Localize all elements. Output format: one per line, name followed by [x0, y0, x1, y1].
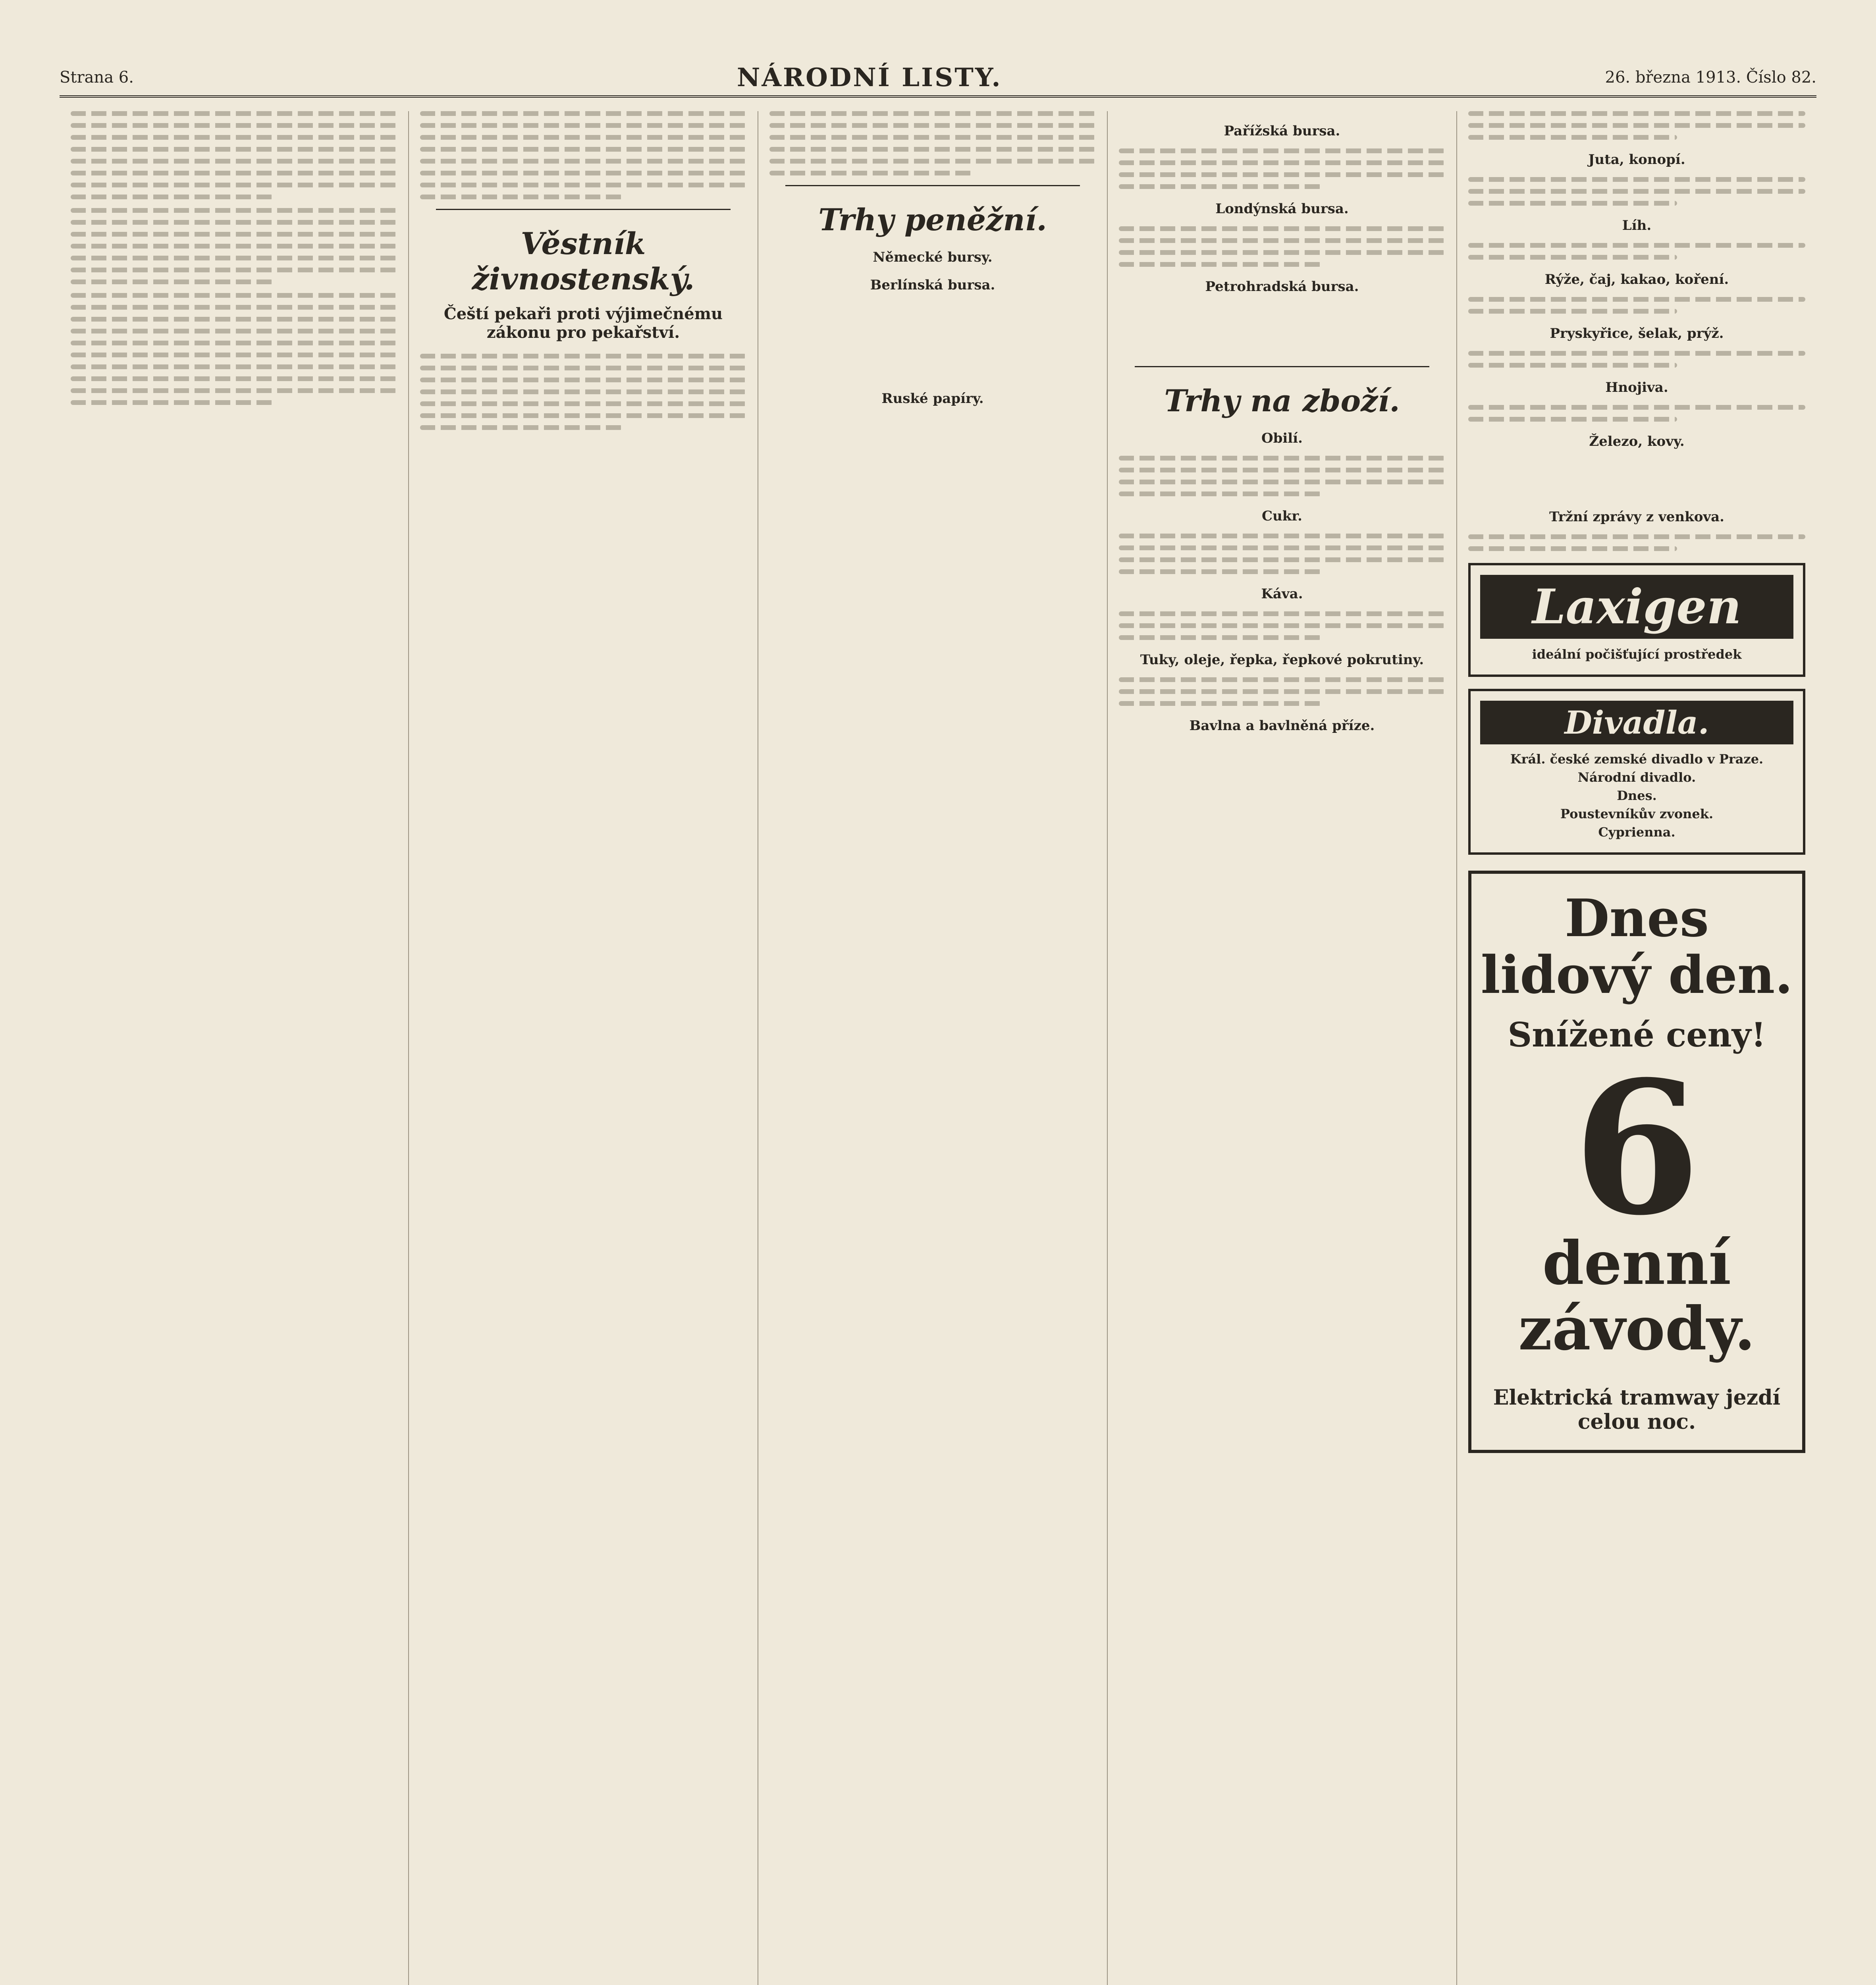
article-text — [420, 111, 746, 199]
ad-footer: Elektrická tramway jezdí celou noc. — [1493, 1386, 1781, 1434]
article-text — [71, 111, 397, 199]
article-text — [1119, 148, 1445, 189]
ad-subheadline: Snížené ceny! — [1508, 1015, 1766, 1054]
ad-headline: denní závody. — [1518, 1228, 1755, 1364]
article-text — [1468, 351, 1805, 368]
section-heading: Berlínská bursa. — [870, 277, 995, 293]
section-subheading: Čeští pekaři proti výjimečnému zákonu pro pekařství. — [443, 304, 723, 342]
section-heading: Bavlna a bavlněná příze. — [1189, 718, 1375, 734]
page-header — [60, 60, 1816, 98]
article-text — [420, 354, 746, 430]
stock-table — [769, 303, 1096, 379]
article-text — [1468, 405, 1805, 422]
section-heading: Petrohradská bursa. — [1205, 279, 1359, 295]
article-text — [1468, 243, 1805, 260]
column-4 — [1108, 111, 1457, 1985]
column-3 — [758, 111, 1108, 1985]
column-2 — [409, 111, 758, 1985]
ad-big-number: 6 — [1573, 1041, 1701, 1256]
section-heading: Tržní zprávy z venkova. — [1549, 509, 1724, 525]
laxigen-advertisement — [1468, 563, 1805, 677]
article-text — [1468, 111, 1805, 140]
article-text — [1119, 611, 1445, 640]
laxigen-logo: Laxigen — [1480, 575, 1793, 639]
stock-table — [769, 416, 1096, 454]
article-text — [769, 111, 1096, 175]
theatre-listings — [1468, 689, 1805, 855]
section-heading: Tuky, oleje, řepka, řepkové pokrutiny. — [1140, 652, 1424, 668]
section-heading: Pařížská bursa. — [1224, 123, 1340, 139]
article-text — [1119, 226, 1445, 267]
issue-date: 26. března 1913. Číslo 82. — [1605, 68, 1816, 87]
article-text — [1468, 534, 1805, 551]
article-text — [1119, 677, 1445, 706]
section-heading: Cukr. — [1262, 508, 1302, 524]
play-title: Cyprienna. — [1598, 825, 1675, 840]
section-heading: Německé bursy. — [873, 249, 993, 265]
ad-text: ideální počišťující prostředek — [1532, 647, 1742, 662]
article-text — [71, 208, 397, 284]
section-heading: Hnojiva. — [1605, 380, 1668, 395]
section-heading: Obilí. — [1261, 430, 1303, 446]
section-heading: Trhy peněžní. — [818, 202, 1047, 237]
section-heading: Trhy na zboží. — [1164, 383, 1400, 418]
theatre-logo: Divadla. — [1480, 701, 1793, 744]
section-heading: Rýže, čaj, kakao, koření. — [1544, 272, 1729, 287]
theatre-day: Dnes. — [1617, 788, 1657, 803]
theatre-name: Národní divadlo. — [1577, 770, 1696, 785]
theatre-name: Král. české zemské divadlo v Praze. — [1510, 752, 1764, 767]
section-heading: Ruské papíry. — [881, 391, 984, 407]
metals-table — [1468, 459, 1805, 497]
play-title: Poustevníkův zvonek. — [1560, 806, 1714, 821]
column-5 — [1457, 111, 1816, 1985]
cotton-table — [1119, 743, 1445, 781]
ad-headline: Dnes lidový den. — [1481, 888, 1793, 1005]
section-heading: Pryskyřice, šelak, prýž. — [1550, 326, 1724, 341]
article-text — [71, 293, 397, 405]
section-heading: Železo, kovy. — [1589, 434, 1685, 449]
article-text — [1119, 534, 1445, 574]
article-text — [1119, 456, 1445, 496]
article-text — [1468, 297, 1805, 314]
horse-races-advertisement — [1468, 871, 1805, 1453]
column-1 — [60, 111, 409, 1985]
section-heading: Věstník živnostenský. — [472, 226, 695, 297]
stock-table — [1119, 304, 1445, 355]
section-heading: Káva. — [1261, 586, 1303, 602]
article-text — [1468, 177, 1805, 206]
section-heading: Juta, konopí. — [1588, 152, 1685, 168]
section-heading: Londýnská bursa. — [1215, 201, 1349, 217]
masthead: NÁRODNÍ LISTY. — [737, 62, 1002, 93]
section-heading: Líh. — [1622, 218, 1652, 233]
page-number: Strana 6. — [60, 68, 134, 87]
